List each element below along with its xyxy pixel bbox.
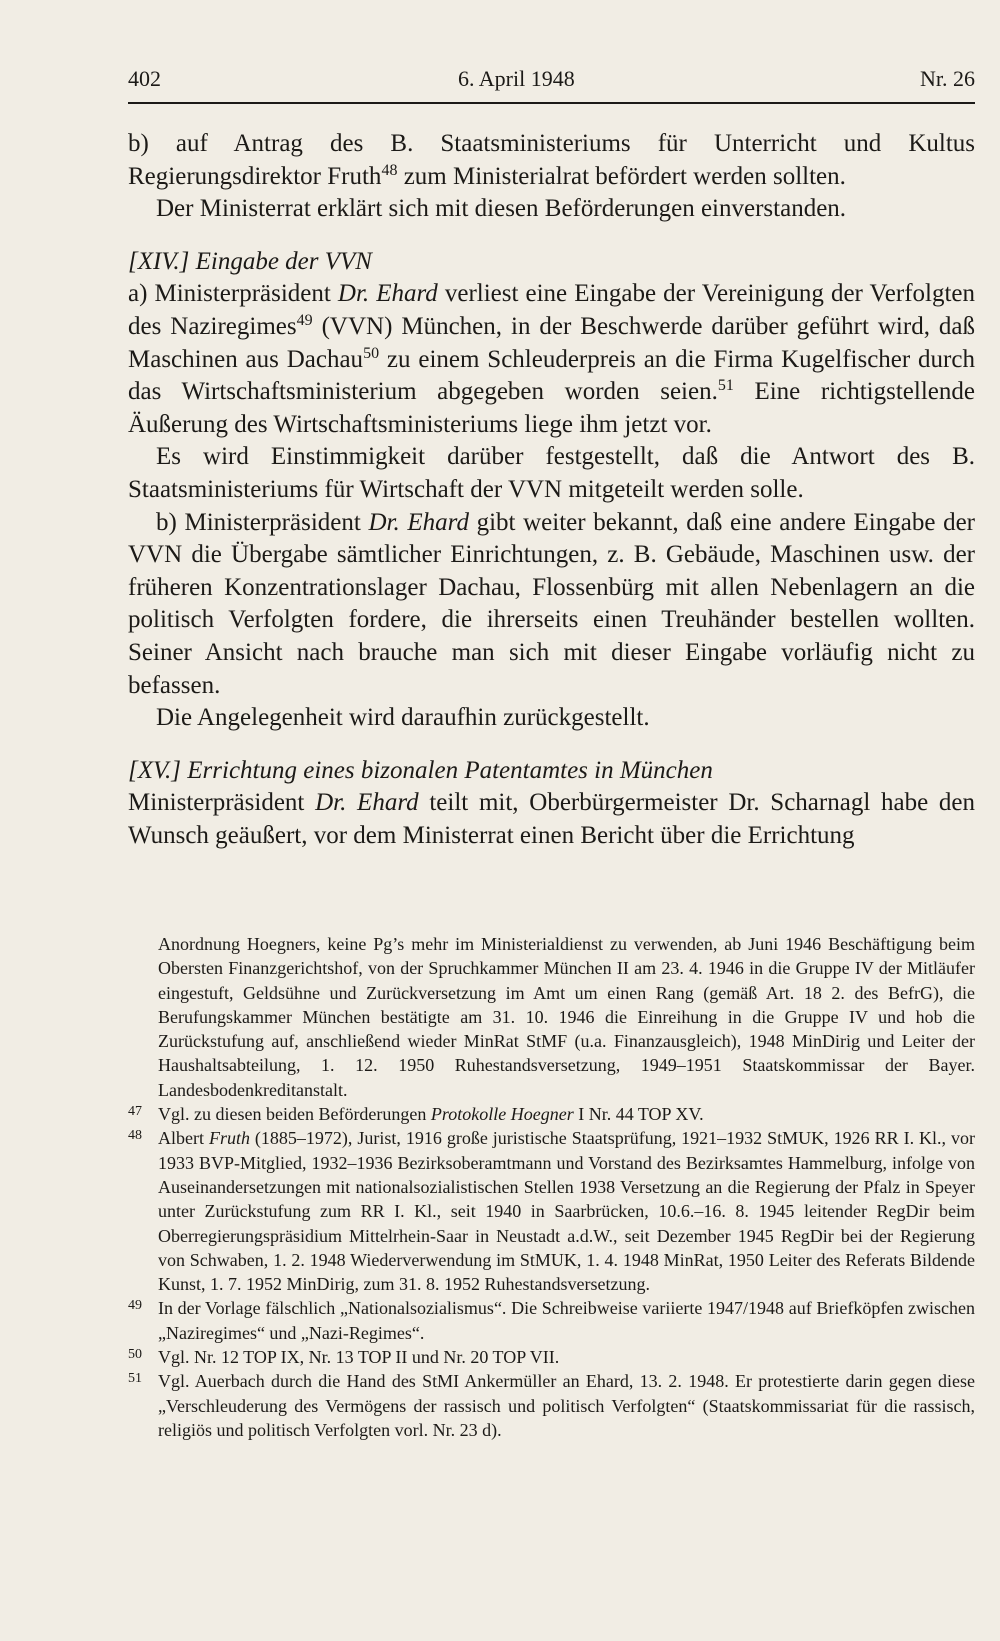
paragraph-vvn-b: b) Ministerpräsident Dr. Ehard gibt weiter bekannt, daß eine andere Eingabe der VVN die Übergabe sämtlicher Einrichtungen, z. B. Gebäude, Maschinen usw. der früheren Konzentrationslager Dachau, Flossenbürg mit allen Nebenlagern an die politisch Verfolgten fordere, die ihrerseits einen Treuhänder bestellen wollten. Seiner Ansicht nach brauche man sich mit dieser Eingabe vorläufig nicht zu befassen.: [128, 508, 975, 699]
footnote-number: 49: [128, 1298, 142, 1314]
footnote-ref-50: 50: [363, 344, 380, 362]
section-heading-xiv: [XIV.] Eingabe der VVN: [128, 247, 372, 275]
footnote-number: 47: [128, 1104, 142, 1120]
header-issue: Nr. 26: [920, 66, 975, 91]
header-date: 6. April 1948: [458, 66, 575, 91]
footnote-ref-51: 51: [717, 377, 734, 395]
paragraph-council-agrees: Der Ministerrat erklärt sich mit diesen Beförderungen einverstanden.: [156, 195, 847, 223]
footnote-51: 51 Vgl. Auerbach durch die Hand des StMI Ankermüller an Ehard, 13. 2. 1948. Er protestierte darin gegen diese „Verschleuderung des Vermögens der rassisch und politisch Verfolgten“ (Staatskommissariat für die rassisch, religiös und politisch Verfolgten vorl. Nr. 23 d).: [128, 1371, 975, 1440]
paragraph-deferred: Die Angelegenheit wird daraufhin zurückgestellt.: [156, 704, 650, 732]
footnote-continuation: Anordnung Hoegners, keine Pg’s mehr im Ministerialdienst zu verwenden, ab Juni 1946 Beschäftigung beim Obersten Finanzgerichtshof, von der Spruchkammer München II am 23. 4. 1946 in die Gruppe IV der Mitläufer eingestuft, Geldsühne und Zurückversetzung im Amt um einen Rang (gemäß Art. 18 2. des BefrG), die Berufungskammer München bestätigte am 31. 10. 1946 die Einreihung in die Gruppe IV und hob die Zurückstufung auf, anschließend wieder MinRat StMF (u.a. Finanzausgleich), 1948 MinDirig und Leiter der Haushaltsabteilung, 1. 12. 1950 Ruhestandsversetzung, 1949–1951 Staatskommissar der Bayer. Landesbodenkreditanstalt.: [158, 934, 975, 1100]
main-text: [128, 128, 975, 852]
paragraph-vvn-a: a) Ministerpräsident Dr. Ehard verliest eine Eingabe der Vereinigung der Verfolgten des Naziregimes$^{49}$ (VVN) München, in der Beschwerde darüber geführt wird, daß Maschinen aus Dachau$^{50}$ zu einem Schleuderpreis an die Firma Kugelfischer durch das Wirtschaftsministerium abgegeben worden seien.$^{51}$ Eine richtigstellende Äußerung des Wirtschaftsministeriums liege ihm jetzt vor.: [128, 280, 976, 438]
footnote-number: 51: [128, 1371, 142, 1387]
page-number: 402: [128, 66, 161, 91]
footnote-number: 50: [128, 1347, 142, 1363]
footnote-50: 50 Vgl. Nr. 12 TOP IX, Nr. 13 TOP II und Nr. 20 TOP VII.: [128, 1347, 560, 1368]
footnote-47: 47 Vgl. zu diesen beiden Beförderungen Protokolle Hoegner I Nr. 44 TOP XV.: [128, 1104, 704, 1125]
section-heading-xv: [XV.] Errichtung eines bizonalen Patentamtes in München: [128, 756, 713, 784]
running-header: [128, 64, 975, 104]
footnote-ref-49: 49: [296, 311, 313, 329]
footnotes: [128, 932, 975, 1442]
footnote-ref-48: 48: [381, 161, 398, 179]
footnote-49: 49 In der Vorlage fälschlich „Nationalsozialismus“. Die Schreibweise variierte 1947/1948 auf Briefköpfen zwischen „Naziregimes“ und „Nazi-Regimes“.: [128, 1298, 975, 1343]
paragraph-patent-office: Ministerpräsident Dr. Ehard teilt mit, Oberbürgermeister Dr. Scharnagl habe den Wunsch geäußert, vor dem Ministerrat einen Bericht über die Errichtung: [128, 789, 975, 849]
paragraph-promotion-b: b) auf Antrag des B. Staatsministeriums für Unterricht und Kultus Regierungsdirektor Fruth$^{48}$ zum Ministerialrat befördert werden sollten.: [128, 130, 975, 190]
paragraph-unanimity: Es wird Einstimmigkeit darüber festgestellt, daß die Antwort des B. Staatsministeriums für Wirtschaft der VVN mitgeteilt werden solle.: [128, 443, 975, 503]
footnote-number: 48: [128, 1128, 142, 1144]
footnote-48: 48 Albert Fruth (1885–1972), Jurist, 1916 große juristische Staatsprüfung, 1921–1932 StMUK, 1926 RR I. Kl., vor 1933 BVP-Mitglied, 1932–1936 Bezirksoberamtmann und Vorstand des Bezirksamtes Hammelburg, infolge von Auseinandersetzungen mit nationalsozialistischen Stellen 1938 Versetzung an die Regierung der Pfalz in Speyer unter Zurückstufung zum RR I. Kl., seit 1940 in Saarbrücken, 10.6.–16. 8. 1945 leitender RegDir beim Oberregierungspräsidium Mittelrhein-Saar in Neustadt a.d.W., seit Dezember 1945 RegDir bei der Regierung von Schwaben, 1. 2. 1948 Wiederverwendung im StMUK, 1. 4. 1948 MinRat, 1950 Leiter des Referats Bildende Kunst, 1. 7. 1952 MinDirig, zum 31. 8. 1952 Ruhestandsversetzung.: [128, 1128, 975, 1295]
